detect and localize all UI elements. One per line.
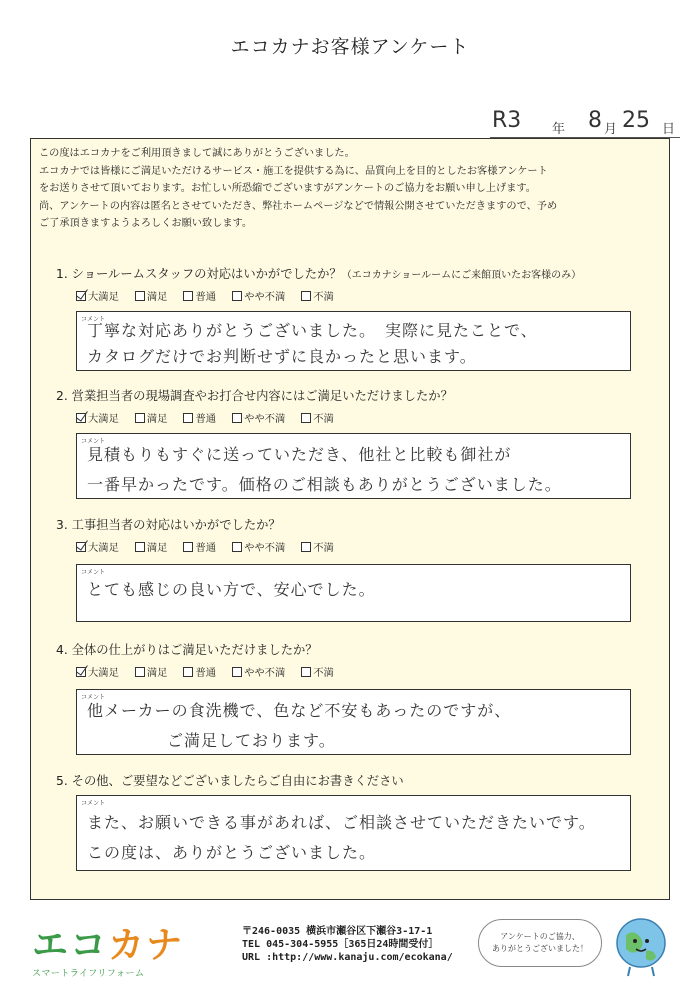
option-very-satisfied[interactable]: 大満足 bbox=[76, 664, 119, 679]
checkbox[interactable] bbox=[301, 291, 311, 301]
date-era-year: R3 bbox=[492, 108, 522, 133]
checkbox[interactable] bbox=[135, 413, 145, 423]
intro-line: をお送りさせて頂いております。お忙しい所恐縮でございますがアンケートのご協力をお願い申し上げます。 bbox=[39, 183, 536, 194]
address-line: 〒246-0035 横浜市瀬谷区下瀬谷3-17-1 bbox=[242, 926, 433, 937]
option-neutral[interactable]: 普通 bbox=[183, 410, 216, 425]
comment-text: この度は、ありがとうございました。 bbox=[87, 843, 377, 862]
option-neutral[interactable]: 普通 bbox=[183, 664, 216, 679]
date-day: 25 bbox=[622, 108, 650, 133]
thanks-bubble: アンケートのご協力、 ありがとうございました！ bbox=[478, 919, 602, 967]
option-very-satisfied[interactable]: 大満足 bbox=[76, 410, 119, 425]
option-satisfied[interactable]: 満足 bbox=[135, 539, 168, 554]
date-day-label: 日 bbox=[662, 122, 676, 137]
date-month: 8 bbox=[588, 108, 602, 133]
question-2 bbox=[56, 386, 656, 425]
checkbox[interactable] bbox=[183, 413, 193, 423]
option-dissatisfied[interactable]: 不満 bbox=[301, 288, 334, 303]
checkbox[interactable] bbox=[301, 542, 311, 552]
checkbox[interactable] bbox=[301, 667, 311, 677]
question-title: 2. 営業担当者の現場調査やお打合せ内容にはご満足いただけましたか？ bbox=[56, 389, 453, 403]
checkbox[interactable] bbox=[76, 291, 86, 301]
comment-label: コメント bbox=[81, 569, 106, 576]
question-3 bbox=[56, 515, 656, 554]
ecokana-logo bbox=[32, 917, 184, 979]
option-somewhat-dissatisfied[interactable]: やや不満 bbox=[232, 539, 285, 554]
question-title: 5. その他、ご要望などございましたらご自由にお書きください bbox=[56, 774, 404, 788]
option-dissatisfied[interactable]: 不満 bbox=[301, 410, 334, 425]
option-very-satisfied[interactable]: 大満足 bbox=[76, 539, 119, 554]
intro-line: エコカナでは皆様にご満足いただけるサービス・施工を提供する為に、品質向上を目的としたお客様アンケート bbox=[39, 165, 548, 177]
option-somewhat-dissatisfied[interactable]: やや不満 bbox=[232, 410, 285, 425]
checkbox[interactable] bbox=[135, 542, 145, 552]
survey-panel bbox=[30, 138, 670, 900]
comment-box-5[interactable] bbox=[76, 795, 631, 871]
question-title: 4. 全体の仕上がりはご満足いただけましたか？ bbox=[56, 643, 318, 657]
option-somewhat-dissatisfied[interactable]: やや不満 bbox=[232, 288, 285, 303]
comment-text: ご満足しております。 bbox=[167, 731, 336, 750]
option-satisfied[interactable]: 満足 bbox=[135, 288, 168, 303]
checkbox[interactable] bbox=[232, 291, 242, 301]
question-5 bbox=[56, 771, 656, 789]
comment-box-3[interactable] bbox=[76, 564, 631, 622]
option-dissatisfied[interactable]: 不満 bbox=[301, 539, 334, 554]
intro-line: この度はエコカナをご利用頂きまして誠にありがとうございました。 bbox=[39, 148, 355, 159]
option-neutral[interactable]: 普通 bbox=[183, 288, 216, 303]
date-month-label: 月 bbox=[604, 122, 618, 137]
comment-text: 他メーカーの食洗機で、色など不安もあったのですが、 bbox=[87, 701, 512, 720]
comment-box-1[interactable] bbox=[76, 311, 631, 371]
option-satisfied[interactable]: 満足 bbox=[135, 664, 168, 679]
checkbox[interactable] bbox=[301, 413, 311, 423]
option-satisfied[interactable]: 満足 bbox=[135, 410, 168, 425]
rating-options bbox=[76, 410, 656, 425]
url-line: URL :http://www.kanaju.com/ecokana/ bbox=[242, 952, 453, 963]
date-field bbox=[490, 108, 680, 138]
checkbox[interactable] bbox=[76, 542, 86, 552]
phone-line: TEL 045-304-5955［365日24時間受付］ bbox=[242, 939, 439, 950]
option-neutral[interactable]: 普通 bbox=[183, 539, 216, 554]
rating-options bbox=[76, 288, 656, 303]
checkbox[interactable] bbox=[135, 291, 145, 301]
checkbox[interactable] bbox=[135, 667, 145, 677]
checkbox[interactable] bbox=[183, 291, 193, 301]
rating-options bbox=[76, 664, 656, 679]
comment-text: 丁寧な対応ありがとうございました。 実際に見たことで、 bbox=[87, 321, 538, 340]
checkbox[interactable] bbox=[76, 413, 86, 423]
logo-wordmark: エコカナ bbox=[32, 925, 185, 966]
question-1 bbox=[56, 264, 656, 303]
comment-text: とても感じの良い方で、安心でした。 bbox=[87, 580, 376, 599]
comment-box-2[interactable] bbox=[76, 433, 631, 499]
checkbox[interactable] bbox=[76, 667, 86, 677]
footer bbox=[0, 905, 700, 990]
comment-box-4[interactable] bbox=[76, 689, 631, 755]
checkbox[interactable] bbox=[232, 542, 242, 552]
checkbox[interactable] bbox=[232, 667, 242, 677]
option-somewhat-dissatisfied[interactable]: やや不満 bbox=[232, 664, 285, 679]
question-title: 1. ショールームスタッフの対応はいかがでしたか？（エコカナショールームにご来館頂いたお客様のみ） bbox=[56, 267, 582, 281]
intro-text bbox=[39, 145, 667, 233]
intro-line: 尚、アンケートの内容は匿名とさせていただき、弊社ホームページなどで情報公開させていただきますので、予め bbox=[39, 200, 558, 212]
option-dissatisfied[interactable]: 不満 bbox=[301, 664, 334, 679]
comment-text: 見積もりもすぐに送っていただき、他社と比較も御社が bbox=[87, 445, 512, 464]
company-address bbox=[242, 925, 453, 964]
comment-label: コメント bbox=[81, 694, 106, 701]
page-title: エコカナお客様アンケート bbox=[230, 36, 470, 58]
date-year-label: 年 bbox=[552, 122, 566, 137]
question-4 bbox=[56, 640, 656, 679]
checkbox[interactable] bbox=[232, 413, 242, 423]
checkbox[interactable] bbox=[183, 542, 193, 552]
comment-text: 一番早かったです。価格のご相談もありがとうございました。 bbox=[87, 475, 562, 494]
mascot-globe-icon bbox=[612, 913, 670, 979]
rating-options bbox=[76, 539, 656, 554]
intro-line: ご了承頂きますようよろしくお願い致します。 bbox=[39, 218, 253, 229]
comment-text: また、お願いできる事があれば、ご相談させていただきたいです。 bbox=[87, 813, 596, 832]
logo-tagline: スマートライフリフォーム bbox=[32, 969, 145, 979]
checkbox[interactable] bbox=[183, 667, 193, 677]
comment-label: コメント bbox=[81, 316, 106, 323]
comment-text: カタログだけでお判断せずに良かったと思います。 bbox=[87, 347, 477, 366]
comment-label: コメント bbox=[81, 800, 106, 807]
question-title: 3. 工事担当者の対応はいかがでしたか？ bbox=[56, 518, 281, 532]
comment-label: コメント bbox=[81, 438, 106, 445]
option-very-satisfied[interactable]: 大満足 bbox=[76, 288, 119, 303]
